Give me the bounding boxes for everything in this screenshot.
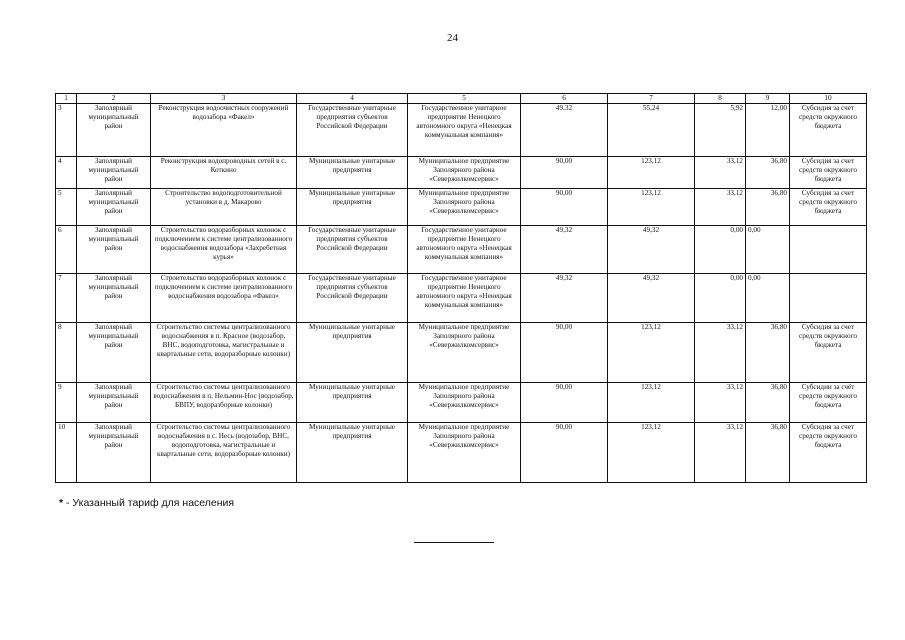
value-cell: 33,12 bbox=[695, 383, 746, 423]
column-header: 2 bbox=[77, 94, 151, 104]
table-row bbox=[56, 274, 867, 323]
measure-cell: Строительство системы централизованного водоснабжения в п. Нельмин-Нос (водозабор, БВПУ, водоразборные колонки) bbox=[151, 383, 297, 423]
owner-cell: Муниципальные унитарные предприятия bbox=[297, 423, 408, 483]
funding-source-cell: Субсидии за счёт средств окружного бюджета bbox=[790, 383, 867, 423]
value-cell: 36,80 bbox=[746, 383, 790, 423]
value-cell: 33,12 bbox=[695, 157, 746, 189]
value-cell: 123,12 bbox=[608, 157, 695, 189]
value-cell: 90,00 bbox=[521, 323, 608, 383]
value-cell: 49,32 bbox=[521, 104, 608, 157]
column-header: 10 bbox=[790, 94, 867, 104]
territory-cell: Заполярный муниципальный район bbox=[77, 383, 151, 423]
value-cell: 36,80 bbox=[746, 189, 790, 226]
territory-cell: Заполярный муниципальный район bbox=[77, 274, 151, 323]
value-cell: 55,24 bbox=[608, 104, 695, 157]
measure-cell: Строительство водоразборных колонок с подключением к системе централизованного водоснабжения водозабора «Захребетная курья» bbox=[151, 226, 297, 274]
funding-source-cell bbox=[790, 274, 867, 323]
row-number: 9 bbox=[56, 383, 77, 423]
territory-cell: Заполярный муниципальный район bbox=[77, 226, 151, 274]
value-cell: 33,12 bbox=[695, 423, 746, 483]
measure-cell: Реконструкция водоочистных сооружений водозабора «Факел» bbox=[151, 104, 297, 157]
territory-cell: Заполярный муниципальный район bbox=[77, 157, 151, 189]
funding-source-cell: Субсидия за счет средств окружного бюджета bbox=[790, 157, 867, 189]
value-cell: 36,80 bbox=[746, 323, 790, 383]
measure-cell: Строительство системы централизованного водоснабжения в п. Красное (водозабор, ВНС, водоподготовка, магистральные и квартальные сети, водоразборные колонки) bbox=[151, 323, 297, 383]
measure-cell: Строительство водоразборных колонок с подключением к системе централизованного водоснабжения водозабора «Факел» bbox=[151, 274, 297, 323]
value-cell: 49,32 bbox=[608, 226, 695, 274]
operator-cell: Муниципальное предприятие Заполярного района «Севержилкомсервис» bbox=[408, 157, 521, 189]
owner-cell: Муниципальные унитарные предприятия bbox=[297, 189, 408, 226]
owner-cell: Муниципальные унитарные предприятия bbox=[297, 383, 408, 423]
value-cell: 123,12 bbox=[608, 323, 695, 383]
tariff-table bbox=[55, 93, 867, 483]
row-number: 8 bbox=[56, 323, 77, 383]
territory-cell: Заполярный муниципальный район bbox=[77, 323, 151, 383]
footnote bbox=[59, 497, 234, 509]
table-row bbox=[56, 226, 867, 274]
column-header: 4 bbox=[297, 94, 408, 104]
column-header: 8 bbox=[695, 94, 746, 104]
table-header-row bbox=[56, 94, 867, 104]
column-header: 3 bbox=[151, 94, 297, 104]
territory-cell: Заполярный муниципальный район bbox=[77, 104, 151, 157]
value-cell: 33,12 bbox=[695, 189, 746, 226]
row-number: 10 bbox=[56, 423, 77, 483]
table-row bbox=[56, 323, 867, 383]
table-row bbox=[56, 423, 867, 483]
operator-cell: Муниципальное предприятие Заполярного района «Севержилкомсервис» bbox=[408, 383, 521, 423]
separator-line bbox=[414, 542, 494, 543]
measure-cell: Строительство водоподготовительной установки в д. Макарово bbox=[151, 189, 297, 226]
value-cell: 123,12 bbox=[608, 189, 695, 226]
value-cell: 0,00 bbox=[695, 274, 746, 323]
value-cell: 33,12 bbox=[695, 323, 746, 383]
measure-cell: Строительство системы централизованного водоснабжения в с. Несь (водозабор, ВНС, водоподготовка, магистральные и квартальные сети, водоразборные колонки) bbox=[151, 423, 297, 483]
measure-cell: Реконструкция водопроводных сетей в с. Коткино bbox=[151, 157, 297, 189]
footnote-marker: * bbox=[59, 497, 64, 509]
territory-cell: Заполярный муниципальный район bbox=[77, 189, 151, 226]
value-cell: 36,80 bbox=[746, 157, 790, 189]
value-cell: 0,00 bbox=[746, 226, 790, 274]
table-row bbox=[56, 104, 867, 157]
value-cell: 49,32 bbox=[608, 274, 695, 323]
value-cell: 90,00 bbox=[521, 423, 608, 483]
operator-cell: Муниципальное предприятие Заполярного района «Севержилкомсервис» bbox=[408, 189, 521, 226]
operator-cell: Муниципальное предприятие Заполярного района «Севержилкомсервис» bbox=[408, 423, 521, 483]
funding-source-cell: Субсидия за счет средств окружного бюджета bbox=[790, 104, 867, 157]
row-number: 6 bbox=[56, 226, 77, 274]
funding-source-cell: Субсидия за счет средств окружного бюджета bbox=[790, 189, 867, 226]
row-number: 3 bbox=[56, 104, 77, 157]
column-header: 1 bbox=[56, 94, 77, 104]
value-cell: 0,00 bbox=[746, 274, 790, 323]
value-cell: 49,32 bbox=[521, 274, 608, 323]
operator-cell: Государственное унитарное предприятие Ненецкого автономного округа «Ненецкая коммунальная компания» bbox=[408, 274, 521, 323]
owner-cell: Государственные унитарные предприятия субъектов Российской Федерации bbox=[297, 226, 408, 274]
owner-cell: Государственные унитарные предприятия субъектов Российской Федерации bbox=[297, 104, 408, 157]
column-header: 7 bbox=[608, 94, 695, 104]
value-cell: 90,00 bbox=[521, 157, 608, 189]
funding-source-cell: Субсидия за счет средств окружного бюджета bbox=[790, 423, 867, 483]
table-row bbox=[56, 189, 867, 226]
territory-cell: Заполярный муниципальный район bbox=[77, 423, 151, 483]
value-cell: 123,12 bbox=[608, 423, 695, 483]
row-number: 7 bbox=[56, 274, 77, 323]
owner-cell: Муниципальные унитарные предприятия bbox=[297, 157, 408, 189]
value-cell: 90,00 bbox=[521, 383, 608, 423]
funding-source-cell: Субсидия за счет средств окружного бюджета bbox=[790, 323, 867, 383]
value-cell: 123,12 bbox=[608, 383, 695, 423]
value-cell: 90,00 bbox=[521, 189, 608, 226]
operator-cell: Муниципальное предприятие Заполярного района «Севержилкомсервис» bbox=[408, 323, 521, 383]
value-cell: 0,00 bbox=[695, 226, 746, 274]
row-number: 5 bbox=[56, 189, 77, 226]
owner-cell: Муниципальные унитарные предприятия bbox=[297, 323, 408, 383]
value-cell: 36,80 bbox=[746, 423, 790, 483]
row-number: 4 bbox=[56, 157, 77, 189]
column-header: 5 bbox=[408, 94, 521, 104]
table-row bbox=[56, 383, 867, 423]
value-cell: 12,00 bbox=[746, 104, 790, 157]
page-number: 24 bbox=[447, 32, 458, 44]
operator-cell: Государственное унитарное предприятие Ненецкого автономного округа «Ненецкая коммунальная компания» bbox=[408, 104, 521, 157]
column-header: 6 bbox=[521, 94, 608, 104]
footnote-text: - Указанный тариф для населения bbox=[63, 497, 235, 509]
funding-source-cell bbox=[790, 226, 867, 274]
table-row bbox=[56, 157, 867, 189]
value-cell: 49,32 bbox=[521, 226, 608, 274]
column-header: 9 bbox=[746, 94, 790, 104]
owner-cell: Государственные унитарные предприятия субъектов Российской Федерации bbox=[297, 274, 408, 323]
value-cell: 5,92 bbox=[695, 104, 746, 157]
operator-cell: Государственное унитарное предприятие Ненецкого автономного округа «Ненецкая коммунальная компания» bbox=[408, 226, 521, 274]
